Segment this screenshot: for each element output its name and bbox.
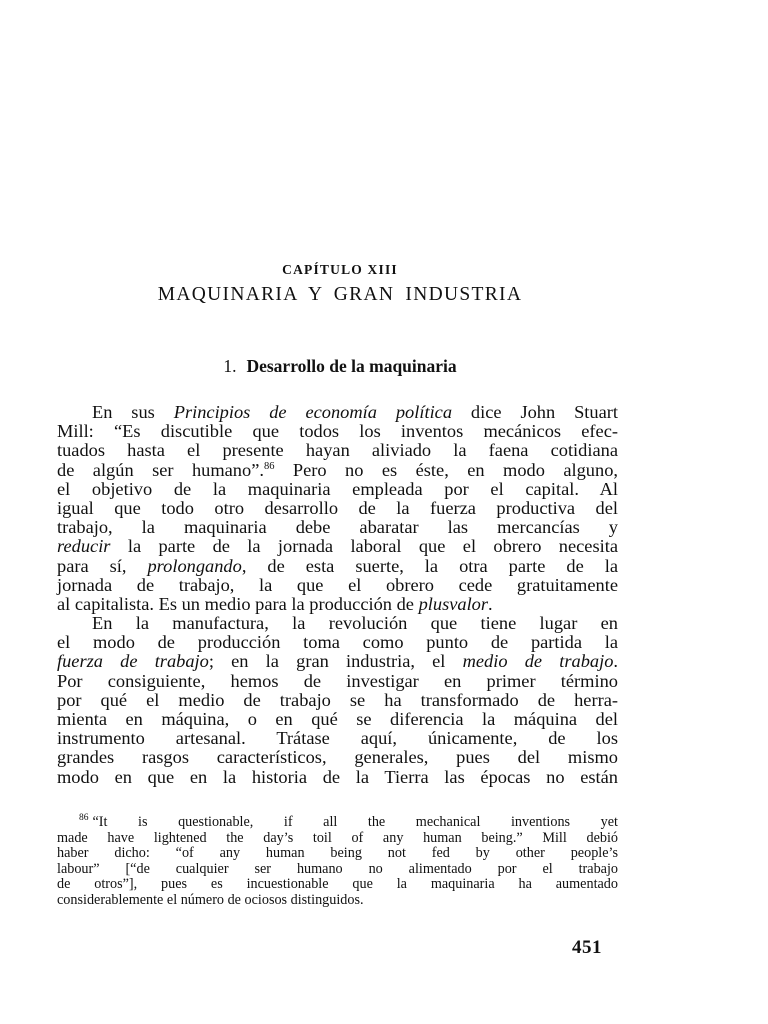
text-line: [57, 652, 618, 671]
text-run: “It is questionable, if all the mechanical inventions yet: [92, 814, 618, 830]
italic-phrase: medio de trabajo: [462, 651, 614, 672]
text-line: modo en que en la historia de la Tierra las épocas no están: [57, 766, 618, 787]
text-line: el objetivo de la maquinaria empleada por el capital. Al: [57, 478, 618, 499]
text-run: Pero no es éste, en modo alguno,: [274, 459, 618, 480]
footnote-line: [57, 815, 618, 831]
body-text: [57, 403, 618, 787]
footnote-line: haber dicho: “of any human being not fed by other people’s: [57, 845, 618, 862]
italic-word: reducir: [57, 536, 111, 557]
text-run: .: [488, 593, 493, 614]
page-number: 451: [572, 937, 602, 958]
text-line: En la manufactura, la revolución que tiene lugar en: [92, 613, 618, 634]
footnote-line: considerablemente el número de ociosos distinguidos.: [57, 891, 364, 908]
text-line: [57, 557, 618, 576]
section-title: Desarrollo de la maquinaria: [246, 356, 457, 376]
footnote-reference: 86: [263, 460, 275, 472]
text-line: tuados hasta el presente hayan aliviado la faena cotidiana: [57, 440, 618, 461]
text-line: igual que todo otro desarrollo de la fuerza productiva del: [57, 497, 618, 518]
text-line: [57, 537, 618, 556]
footnote-line: de otros”], pues es incuestionable que la maquinaria ha aumentado: [57, 876, 618, 893]
text-line: [57, 461, 618, 480]
text-line: el modo de producción toma como punto de partida la: [57, 632, 618, 653]
footnote-line: labour” [“de cualquier ser humano no alimentado por el trabajo: [57, 860, 618, 877]
text-line: jornada de trabajo, la que el obrero cede gratuitamente: [57, 574, 618, 595]
text-run: la parte de la jornada laboral que el obrero necesita: [110, 536, 618, 557]
text-line: Mill: “Es discutible que todos los inventos mecánicos efec-: [57, 421, 618, 442]
text-run: ; en la gran industria, el: [208, 651, 463, 672]
text-run: de algún ser humano”.: [57, 459, 264, 480]
footnote-number: 86: [79, 813, 89, 824]
text-line: [57, 595, 618, 614]
text-run: En sus: [92, 402, 174, 422]
italic-word: plusvalor: [418, 593, 489, 614]
chapter-label: CAPÍTULO XIII: [282, 262, 398, 277]
text-run: , de esta suerte, la otra parte de la: [241, 555, 618, 576]
italic-word: prolongando: [147, 555, 242, 576]
text-line: Por consiguiente, hemos de investigar en primer término: [57, 670, 618, 691]
text-line: instrumento artesanal. Trátase aquí, únicamente, de los: [57, 728, 618, 749]
text-run: dice John Stuart: [452, 402, 618, 422]
text-run: al capitalista. Es un medio para la producción de: [57, 593, 419, 614]
section-heading: [0, 356, 680, 377]
text-run: .: [613, 651, 619, 672]
footnote: [57, 815, 618, 909]
text-line: [57, 403, 618, 422]
text-line: trabajo, la maquinaria debe abaratar las mercancías y: [57, 517, 618, 538]
footnote-line: made have lightened the day’s toil of any human being.” Mill debió: [57, 829, 618, 846]
italic-title: Principios de economía política: [173, 402, 453, 422]
text-run: para sí,: [57, 555, 148, 576]
text-line: grandes rasgos característicos, generales, pues del mismo: [57, 747, 618, 768]
text-line: mienta en máquina, o en qué se diferencia la máquina del: [57, 709, 618, 729]
italic-phrase: fuerza de trabajo: [57, 651, 209, 672]
text-line: por qué el medio de trabajo se ha transformado de herra-: [57, 689, 618, 710]
chapter-title: MAQUINARIA Y GRAN INDUSTRIA: [157, 284, 523, 305]
section-number: 1.: [223, 356, 237, 376]
